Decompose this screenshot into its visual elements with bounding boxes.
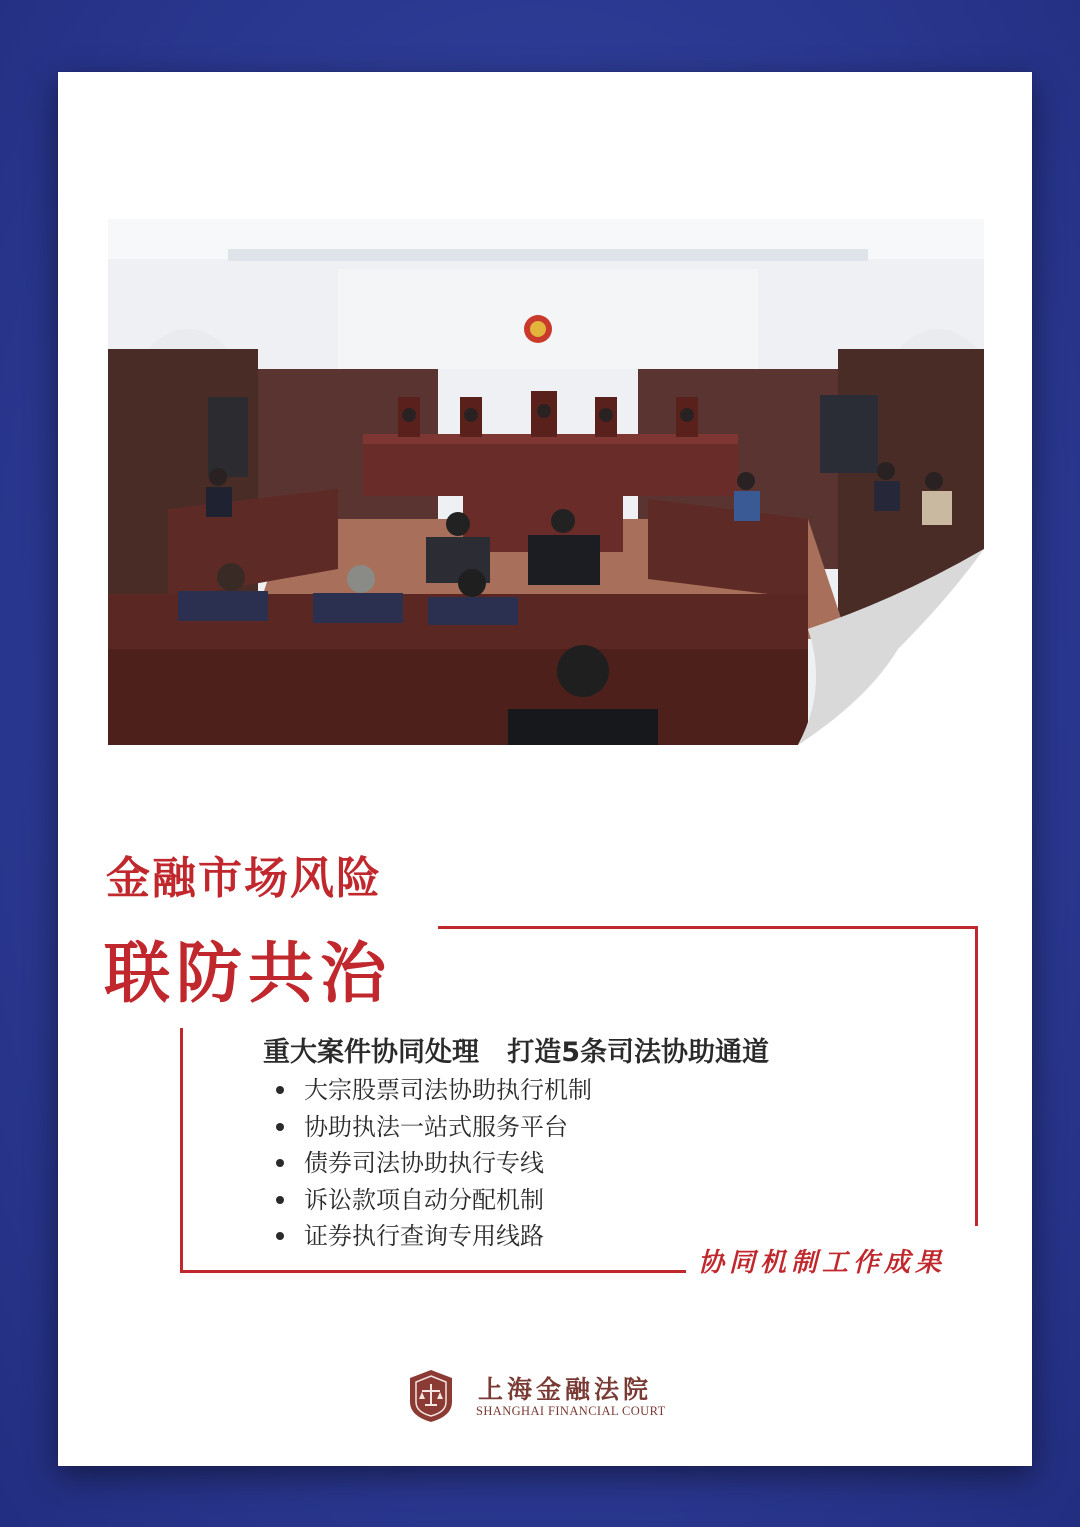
frame-line-right [975,926,978,1226]
title-line-1: 金融市场风险 [106,853,382,904]
list-item [276,1182,592,1219]
bullet-icon [276,1196,284,1204]
bullet-icon [276,1086,284,1094]
list-item-label: 大宗股票司法协助执行机制 [304,1076,592,1105]
court-name-en: SHANGHAI FINANCIAL COURT [476,1404,666,1418]
list-item [276,1072,592,1109]
list-item [276,1109,592,1146]
court-name-cn: 上海金融法院 [478,1375,653,1404]
tagline: 协同机制工作成果 [698,1248,947,1278]
list-item-label: 协助执法一站式服务平台 [304,1112,568,1141]
lead-text: 重大案件协同处理 打造5条司法协助通道 [263,1037,769,1068]
bullet-icon [276,1159,284,1167]
court-logo [408,1368,708,1424]
frame-line-top [438,926,978,929]
list-item [276,1218,592,1255]
frame-line-bottom [180,1270,686,1273]
court-emblem-icon [408,1368,454,1424]
bullet-icon [276,1123,284,1131]
frame-line-left [180,1028,183,1273]
item-list [276,1072,592,1255]
list-item-label: 诉讼款项自动分配机制 [304,1185,544,1214]
list-item-label: 证券执行查询专用线路 [304,1222,544,1251]
courtroom-photo [108,219,984,745]
bullet-icon [276,1232,284,1240]
list-item-label: 债券司法协助执行专线 [304,1149,544,1178]
title-line-2: 联防共治 [104,935,392,1012]
poster-page [58,72,1032,1466]
list-item [276,1145,592,1182]
